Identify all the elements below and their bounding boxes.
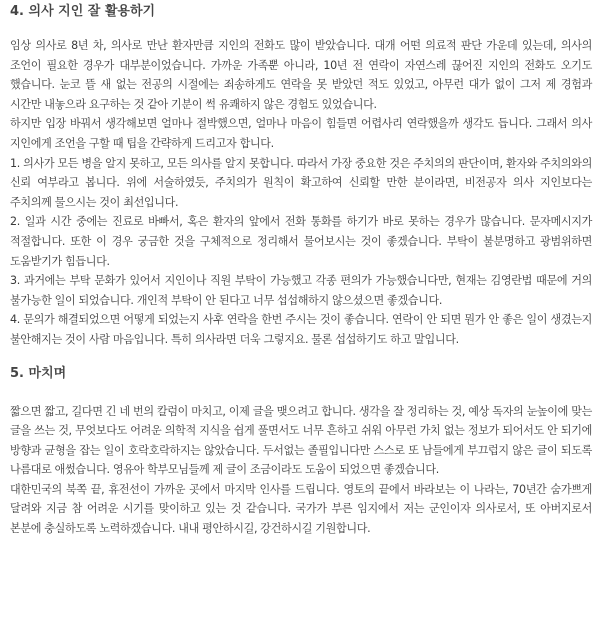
section-4 [10, 0, 592, 350]
section-5-body [10, 402, 592, 539]
section-5-paragraph-2: 대한민국의 북쪽 끝, 휴전선이 가까운 곳에서 마지막 인사를 드립니다. 영토의 끝에서 바라보는 이 나라는, 70년간 숨가쁘게 달려와 지금 참 어려운 시기를 맞이하고 있는 것 같습니다. 국가가 부른 임지에서 저는 군인이자 의사로서, 또 아버지로서 본분에 충실하도록 노력하겠습니다. 내내 평안하시길, 강건하시길 기원합니다. [10, 482, 592, 536]
section-4-paragraph-intro: 임상 의사로 8년 차, 의사로 만난 환자만큼 지인의 전화도 많이 받았습니다. 대개 어떤 의료적 판단 가운데 있는데, 의사의 조언이 필요한 경우가 대부분이었습니다. 가까운 가족뿐 아니라, 10년 전 연락이 자연스레 끊어진 지인의 전화도 오기도 했습니다. 눈코 뜰 새 없는 전공의 시절에는 죄송하게도 연락을 못 받았던 적도 있었고, 아무런 대가 없이 그저 제 경험과 시간만 내놓으라 요구하는 것 같아 기분이 썩 유쾌하지 않은 경험도 있었습니다. [10, 39, 592, 111]
section-4-body [10, 36, 592, 350]
section-4-tip-2: 2. 일과 시간 중에는 진료로 바빠서, 혹은 환자의 앞에서 전화 통화를 하기가 바로 못하는 경우가 많습니다. 문자메시지가 적절합니다. 또한 이 경우 궁금한 것을 구체적으로 정리해서 물어보시는 것이 좋겠습니다. 부탁이 불분명하고 광범위하면 도움받기가 힘듭니다. [10, 215, 592, 268]
section-5-heading: 5. 마치며 [10, 365, 67, 381]
section-4-paragraph-tips-intro: 하지만 입장 바꿔서 생각해보면 얼마나 절박했으면, 얼마나 마음이 힘들면 어렵사리 연락했을까 생각도 듭니다. 그래서 의사 지인에게 조언을 구할 때 팁을 간략하게 드리고자 합니다. [10, 117, 592, 150]
section-4-heading: 4. 의사 지인 잘 활용하기 [10, 4, 156, 19]
section-5 [10, 365, 592, 539]
section-5-paragraph-1: 짧으면 짧고, 길다면 긴 네 번의 칼럼이 마치고, 이제 글을 맺으려고 합니다. 생각을 잘 정리하는 것, 예상 독자의 눈높이에 맞는 글을 쓰는 것, 무엇보다도 어려운 의학적 지식을 쉽게 풀면서도 너무 흔하고 쉬워 아무런 가치 없는 정보가 되어서도 안 되기에 방향과 균형을 잡는 일이 호락호락하지는 않았습니다. 두서없는 졸필입니다만 스스로 또 남들에게 부끄럽지 않은 글이 되도록 나름대로 애썼습니다. 영유아 학부모님들께 제 글이 조금이라도 도움이 되었으면 좋겠습니다. [10, 404, 592, 477]
section-4-tip-3: 3. 과거에는 부탁 문화가 있어서 지인이나 직원 부탁이 가능했고 각종 편의가 가능했습니다만, 현재는 김영란법 때문에 거의 불가능한 일이 되었습니다. 개인적 부탁이 안 된다고 너무 섭섭해하지 않으셨으면 좋겠습니다. [10, 274, 592, 307]
section-4-tip-4: 4. 문의가 해결되었으면 어떻게 되었는지 사후 연락을 한번 주시는 것이 좋습니다. 연락이 안 되면 뭔가 안 좋은 일이 생겼는지 불안해지는 것이 사람 마음입니다. 특히 의사라면 더욱 그렇지요. 물론 섭섭하기도 하고 말입니다. [10, 313, 592, 346]
section-4-tip-1: 1. 의사가 모든 병을 알지 못하고, 모든 의사를 알지 못합니다. 따라서 가장 중요한 것은 주치의의 판단이며, 환자와 주치의와의 신뢰 여부라고 봅니다. 위에 서술하였듯, 주치의가 원칙이 확고하여 신뢰할 만한 분이라면, 비전공자 의사 지인보다는 주치의께 물으시는 것이 최선입니다. [10, 156, 592, 209]
